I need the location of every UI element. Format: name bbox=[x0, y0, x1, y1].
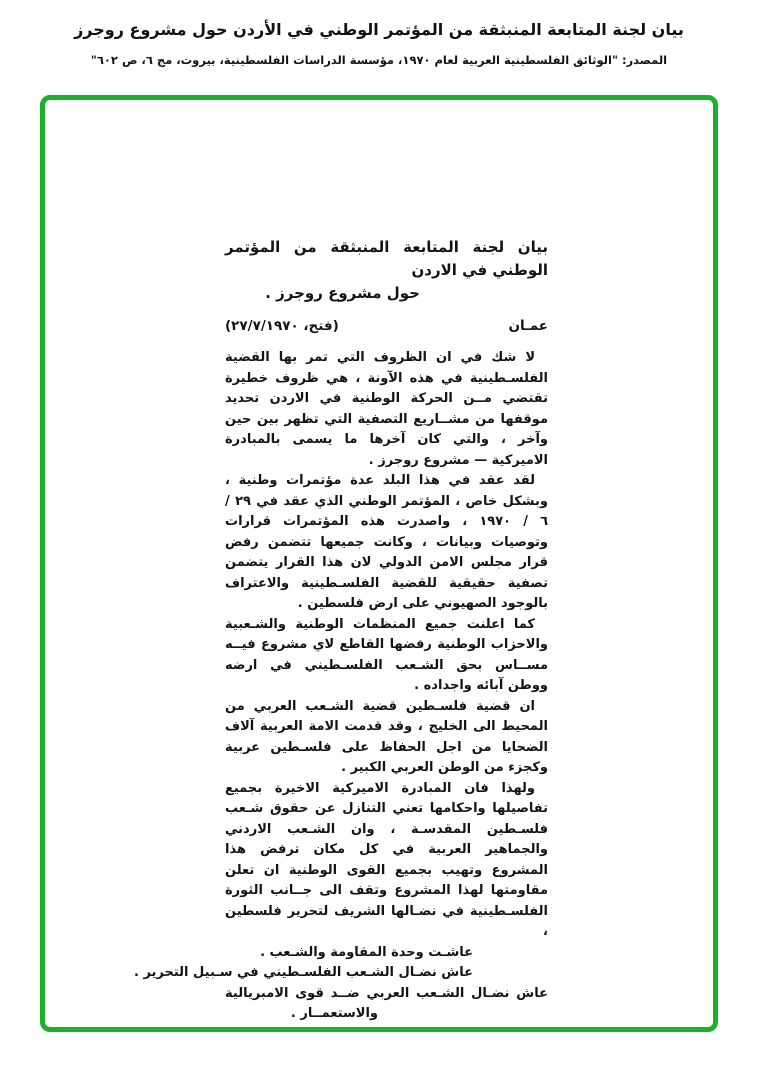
page-header-title: بيان لجنة المتابعة المنبثقة من المؤتمر الوطني في الأردن حول مشروع روجرز bbox=[74, 20, 684, 39]
dateline-source-date: (فتح، ٢٧/٧/١٩٧٠) bbox=[225, 318, 339, 334]
slogan-line: عاشـت وحدة المقاومة والشـعب . bbox=[260, 944, 473, 960]
slogan-line: عاش نضـال الشـعب العربي ضــد قوى الامبريالية bbox=[225, 985, 548, 1001]
paragraph: لقد عقد في هذا البلد عدة مؤتمرات وطنية ، وبشكل خاص ، المؤتمر الوطني الذي عقد في ٢٩ / ٦ / ١٩٧٠ ، واصدرت هذه المؤتمرات قرارات وتوصيات وبيانات ، وكانت جميعها تتضمن رفض قرار مجلس الامن الدولي لان هذا القرار يتضمن تصفية حقيقية للقضية الفلسـطينية والاعتراف بالوجود الصهيوني على ارض فلسطين . bbox=[225, 473, 548, 611]
slogan-line: عاش نضـال الشـعب الفلسـطيني في سـبيل التحرير . bbox=[133, 965, 473, 980]
document-title-line-2: حول مشروع روجرز . bbox=[265, 284, 420, 302]
slogan-line-continuation: والاستعمــار . bbox=[290, 1006, 378, 1021]
dateline-place: عمـان bbox=[508, 318, 548, 334]
paragraph: ولهذا فان المبادرة الاميركية الاخيرة بجميع تفاصيلها واحكامها تعني التنازل عن حقوق شـعب فلسـطين المقدسـة ، وان الشـعب الاردني والجماهير العربية في كل مكان ترفض هذا المشروع وتهيب بجميع القوى الوطنية ان تعلن مقاومتها لهذا المشروع وتقف الى جــانب الثورة الفلسـطينية في نضـالها الشريف لتحرير فلسطين ، bbox=[225, 780, 548, 939]
dateline bbox=[225, 316, 548, 336]
paragraph: كما اعلنت جميع المنظمات الوطنية والشـعبية والاحزاب الوطنية رفضها القاطع لاي مشروع فيــه مســاس بحق الشـعب الفلسـطيني في ارضه ووطن آبائه واجداده . bbox=[225, 616, 548, 693]
document-title-line-1: بيان لجنة المتابعة المنبثقة من المؤتمر الوطني في الاردن bbox=[225, 238, 548, 279]
document-body bbox=[133, 348, 548, 1025]
document-page bbox=[133, 236, 548, 1025]
paragraph: لا شك في ان الظروف التي تمر بها القضية الفلسـطينية في هذه الآونة ، هي ظروف خطيرة تقتضي مــن الحركة الوطنية في الاردن تحديد موقفها من مشــاريع التصفية التي تظهر بين حين وآخر ، والتي كان آخرها ما يسمى بالمبادرة الاميركية — مشروع روجرز . bbox=[225, 350, 548, 468]
paragraph: ان قضية فلسـطين قضية الشـعب العربي من المحيط الى الخليج ، وقد قدمت الامة العربية آلاف الضحايا من اجل الحفاظ على فلسـطين عربية وكجزء من الوطن العربي الكبير . bbox=[225, 698, 548, 775]
page-header-source-citation: المصدر: "الوثائق الفلسطينية العربية لعام ١٩٧٠، مؤسسة الدراسات الفلسطينية، بيروت، مج ٦، ص ٦٠٢" bbox=[90, 53, 668, 67]
